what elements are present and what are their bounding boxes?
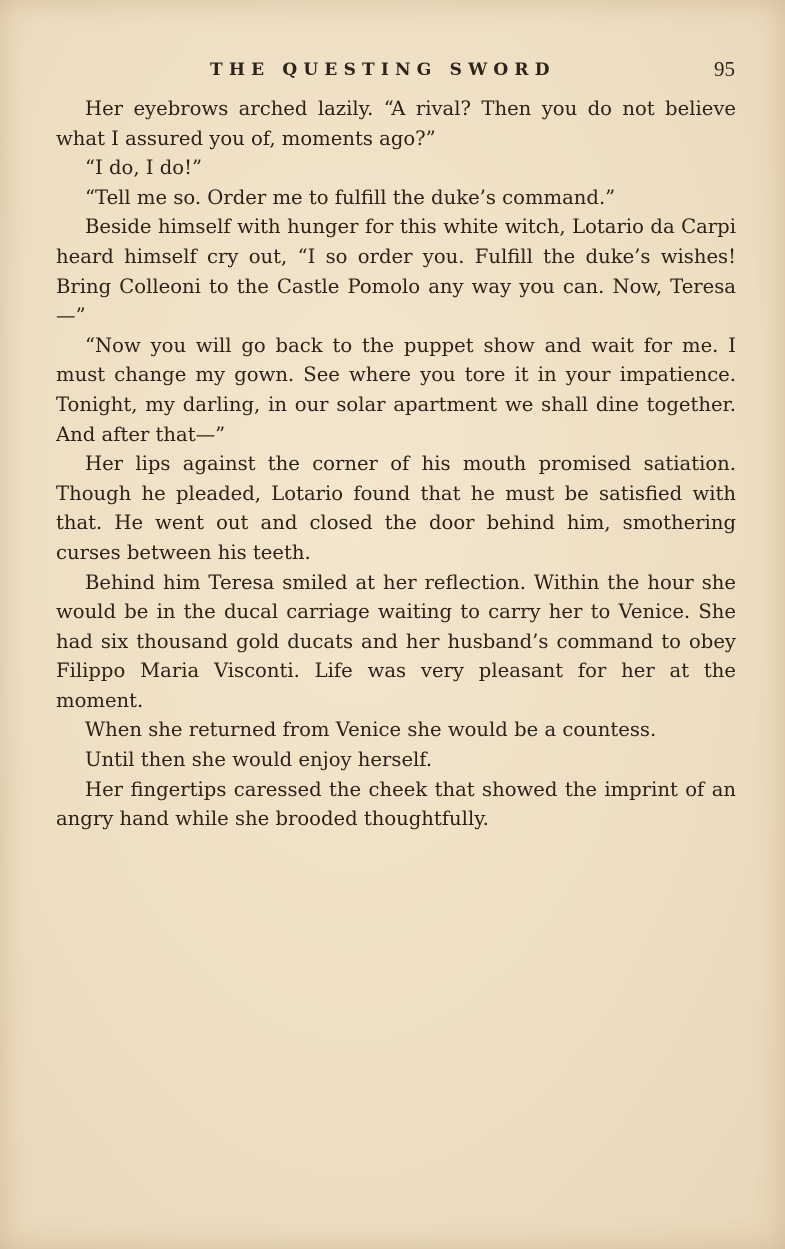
paragraph: “Tell me so. Order me to fulfill the duke’s command.” [85,185,616,209]
paragraph: Her eyebrows arched lazily. “A rival? Then you do not believe what I assured you of, moments ago?” [56,97,736,150]
paragraph: Behind him Teresa smiled at her reflection. Within the hour she would be in the ducal carriage waiting to carry her to Venice. She had six thousand gold ducats and her husband’s command to obey Filippo Maria Visconti. Life was very pleasant for her at the moment. [56,570,736,712]
body-text [56,94,736,834]
paragraph: “I do, I do!” [85,156,202,180]
page-header [210,58,735,84]
paragraph: Her lips against the corner of his mouth promised satiation. Though he pleaded, Lotario found that he must be satisfied with that. He went out and closed the door behind him, smothering curses between his teeth. [56,452,736,564]
paragraph: When she returned from Venice she would be a countess. [85,718,657,742]
running-title: THE QUESTING SWORD [210,60,556,80]
paragraph: “Now you will go back to the puppet show and wait for me. I must change my gown. See where you tore it in your impatience. Tonight, my darling, in our solar apartment we shall dine together. And after that—” [56,333,736,446]
paragraph: Her fingertips caressed the cheek that showed the imprint of an angry hand while she brooded thoughtfully. [56,777,736,831]
paragraph: Until then she would enjoy herself. [85,748,433,772]
paragraph: Beside himself with hunger for this white witch, Lotario da Carpi heard himself cry out, “I so order you. Fulfill the duke’s wishes! Bring Colleoni to the Castle Pomolo any way you can. Now, Teresa—” [56,215,736,328]
page-number: 95 [714,57,735,81]
